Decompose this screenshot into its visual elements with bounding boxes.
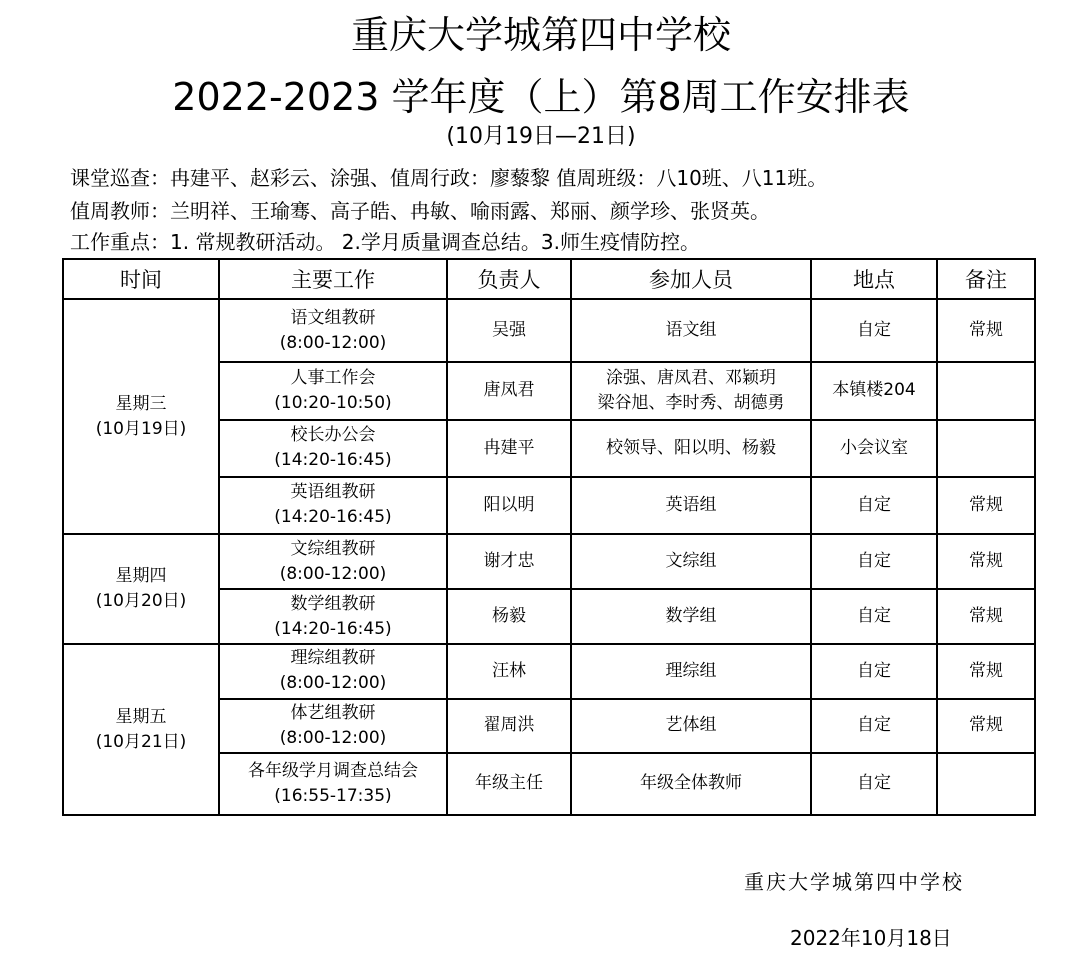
participants-cell: 文综组	[571, 534, 811, 589]
day-cell-thursday	[63, 534, 219, 644]
day-cell-friday	[63, 644, 219, 815]
work-title: 校长办公会	[290, 425, 376, 446]
school-title: 重庆大学城第四中学校	[350, 13, 731, 57]
work-title: 人事工作会	[290, 367, 376, 388]
note-cell	[937, 753, 1035, 815]
note-cell	[937, 362, 1035, 419]
lead-cell: 谢才忠	[447, 534, 571, 589]
note-cell: 常规	[937, 477, 1035, 534]
header-work: 主要工作	[219, 259, 447, 299]
work-cell	[219, 753, 447, 815]
participants-cell: 理综组	[571, 644, 811, 698]
date-range: (10月19日—21日)	[446, 124, 636, 149]
table-row	[63, 534, 1035, 589]
lead-cell: 年级主任	[447, 753, 571, 815]
info-line-focus: 工作重点：1. 常规教研活动。 2.学月质量调查总结。3.师生疫情防控。	[70, 230, 700, 254]
lead-cell: 杨毅	[447, 589, 571, 644]
day-name: 星期四	[115, 566, 167, 587]
place-cell: 自定	[811, 534, 937, 589]
work-time: (8:00-12:00)	[279, 332, 387, 353]
lead-cell: 汪林	[447, 644, 571, 698]
day-date: (10月20日)	[95, 591, 187, 612]
work-cell	[219, 699, 447, 753]
lead-cell: 吴强	[447, 299, 571, 362]
work-cell	[219, 644, 447, 698]
place-cell: 本镇楼204	[811, 362, 937, 419]
header-participants: 参加人员	[571, 259, 811, 299]
work-cell	[219, 362, 447, 419]
header-note: 备注	[937, 259, 1035, 299]
note-cell: 常规	[937, 699, 1035, 753]
work-time: (10:20-10:50)	[274, 392, 392, 413]
lead-cell: 唐凤君	[447, 362, 571, 419]
schedule-table	[62, 258, 1036, 816]
work-time: (14:20-16:45)	[274, 507, 392, 528]
participants-cell: 数学组	[571, 589, 811, 644]
table-row	[63, 644, 1035, 698]
place-cell: 小会议室	[811, 420, 937, 477]
work-time: (14:20-16:45)	[274, 450, 392, 471]
work-title: 理综组教研	[290, 648, 376, 669]
work-cell	[219, 299, 447, 362]
participants-line: 涂强、唐凤君、邓颖玥	[606, 367, 776, 388]
work-cell	[219, 420, 447, 477]
info-line-patrol: 课堂巡查：冉建平、赵彩云、涂强、值周行政：廖藜黎 值周班级：八10班、八11班。	[70, 166, 828, 190]
signature-date: 2022年10月18日	[790, 926, 952, 950]
note-cell	[937, 420, 1035, 477]
lead-cell: 阳以明	[447, 477, 571, 534]
work-cell	[219, 477, 447, 534]
header-lead: 负责人	[447, 259, 571, 299]
day-name: 星期五	[115, 706, 167, 727]
participants-cell: 年级全体教师	[571, 753, 811, 815]
work-time: (14:20-16:45)	[274, 618, 392, 639]
place-cell: 自定	[811, 753, 937, 815]
header-time: 时间	[63, 259, 219, 299]
info-line-teachers: 值周教师：兰明祥、王瑜骞、高子皓、冉敏、喻雨露、郑丽、颜学珍、张贤英。	[70, 199, 770, 223]
place-cell: 自定	[811, 589, 937, 644]
table-header-row	[63, 259, 1035, 299]
lead-cell: 冉建平	[447, 420, 571, 477]
participants-cell: 英语组	[571, 477, 811, 534]
header-place: 地点	[811, 259, 937, 299]
participants-cell: 艺体组	[571, 699, 811, 753]
note-cell: 常规	[937, 644, 1035, 698]
place-cell: 自定	[811, 477, 937, 534]
participants-cell: 校领导、阳以明、杨毅	[571, 420, 811, 477]
work-title: 语文组教研	[290, 307, 376, 328]
note-cell: 常规	[937, 589, 1035, 644]
participants-cell: 语文组	[571, 299, 811, 362]
lead-cell: 翟周洪	[447, 699, 571, 753]
note-cell: 常规	[937, 299, 1035, 362]
place-cell: 自定	[811, 299, 937, 362]
work-time: (8:00-12:00)	[279, 727, 387, 748]
participants-line: 梁谷旭、李时秀、胡德勇	[597, 392, 785, 413]
work-time: (16:55-17:35)	[274, 785, 392, 806]
day-name: 星期三	[115, 393, 167, 414]
page-title: 2022-2023 学年度（上）第8周工作安排表	[172, 75, 910, 119]
place-cell: 自定	[811, 644, 937, 698]
day-cell-wednesday	[63, 299, 219, 534]
work-title: 各年级学月调查总结会	[248, 760, 418, 781]
participants-cell	[571, 362, 811, 419]
work-title: 体艺组教研	[290, 702, 376, 723]
day-date: (10月21日)	[95, 731, 187, 752]
place-cell: 自定	[811, 699, 937, 753]
work-time: (8:00-12:00)	[279, 563, 387, 584]
note-cell: 常规	[937, 534, 1035, 589]
work-time: (8:00-12:00)	[279, 673, 387, 694]
work-cell	[219, 589, 447, 644]
day-date: (10月19日)	[95, 418, 187, 439]
work-title: 英语组教研	[290, 482, 376, 503]
signature-school: 重庆大学城第四中学校	[744, 870, 964, 894]
table-row	[63, 299, 1035, 362]
work-title: 文综组教研	[290, 538, 376, 559]
work-cell	[219, 534, 447, 589]
work-title: 数学组教研	[290, 593, 376, 614]
